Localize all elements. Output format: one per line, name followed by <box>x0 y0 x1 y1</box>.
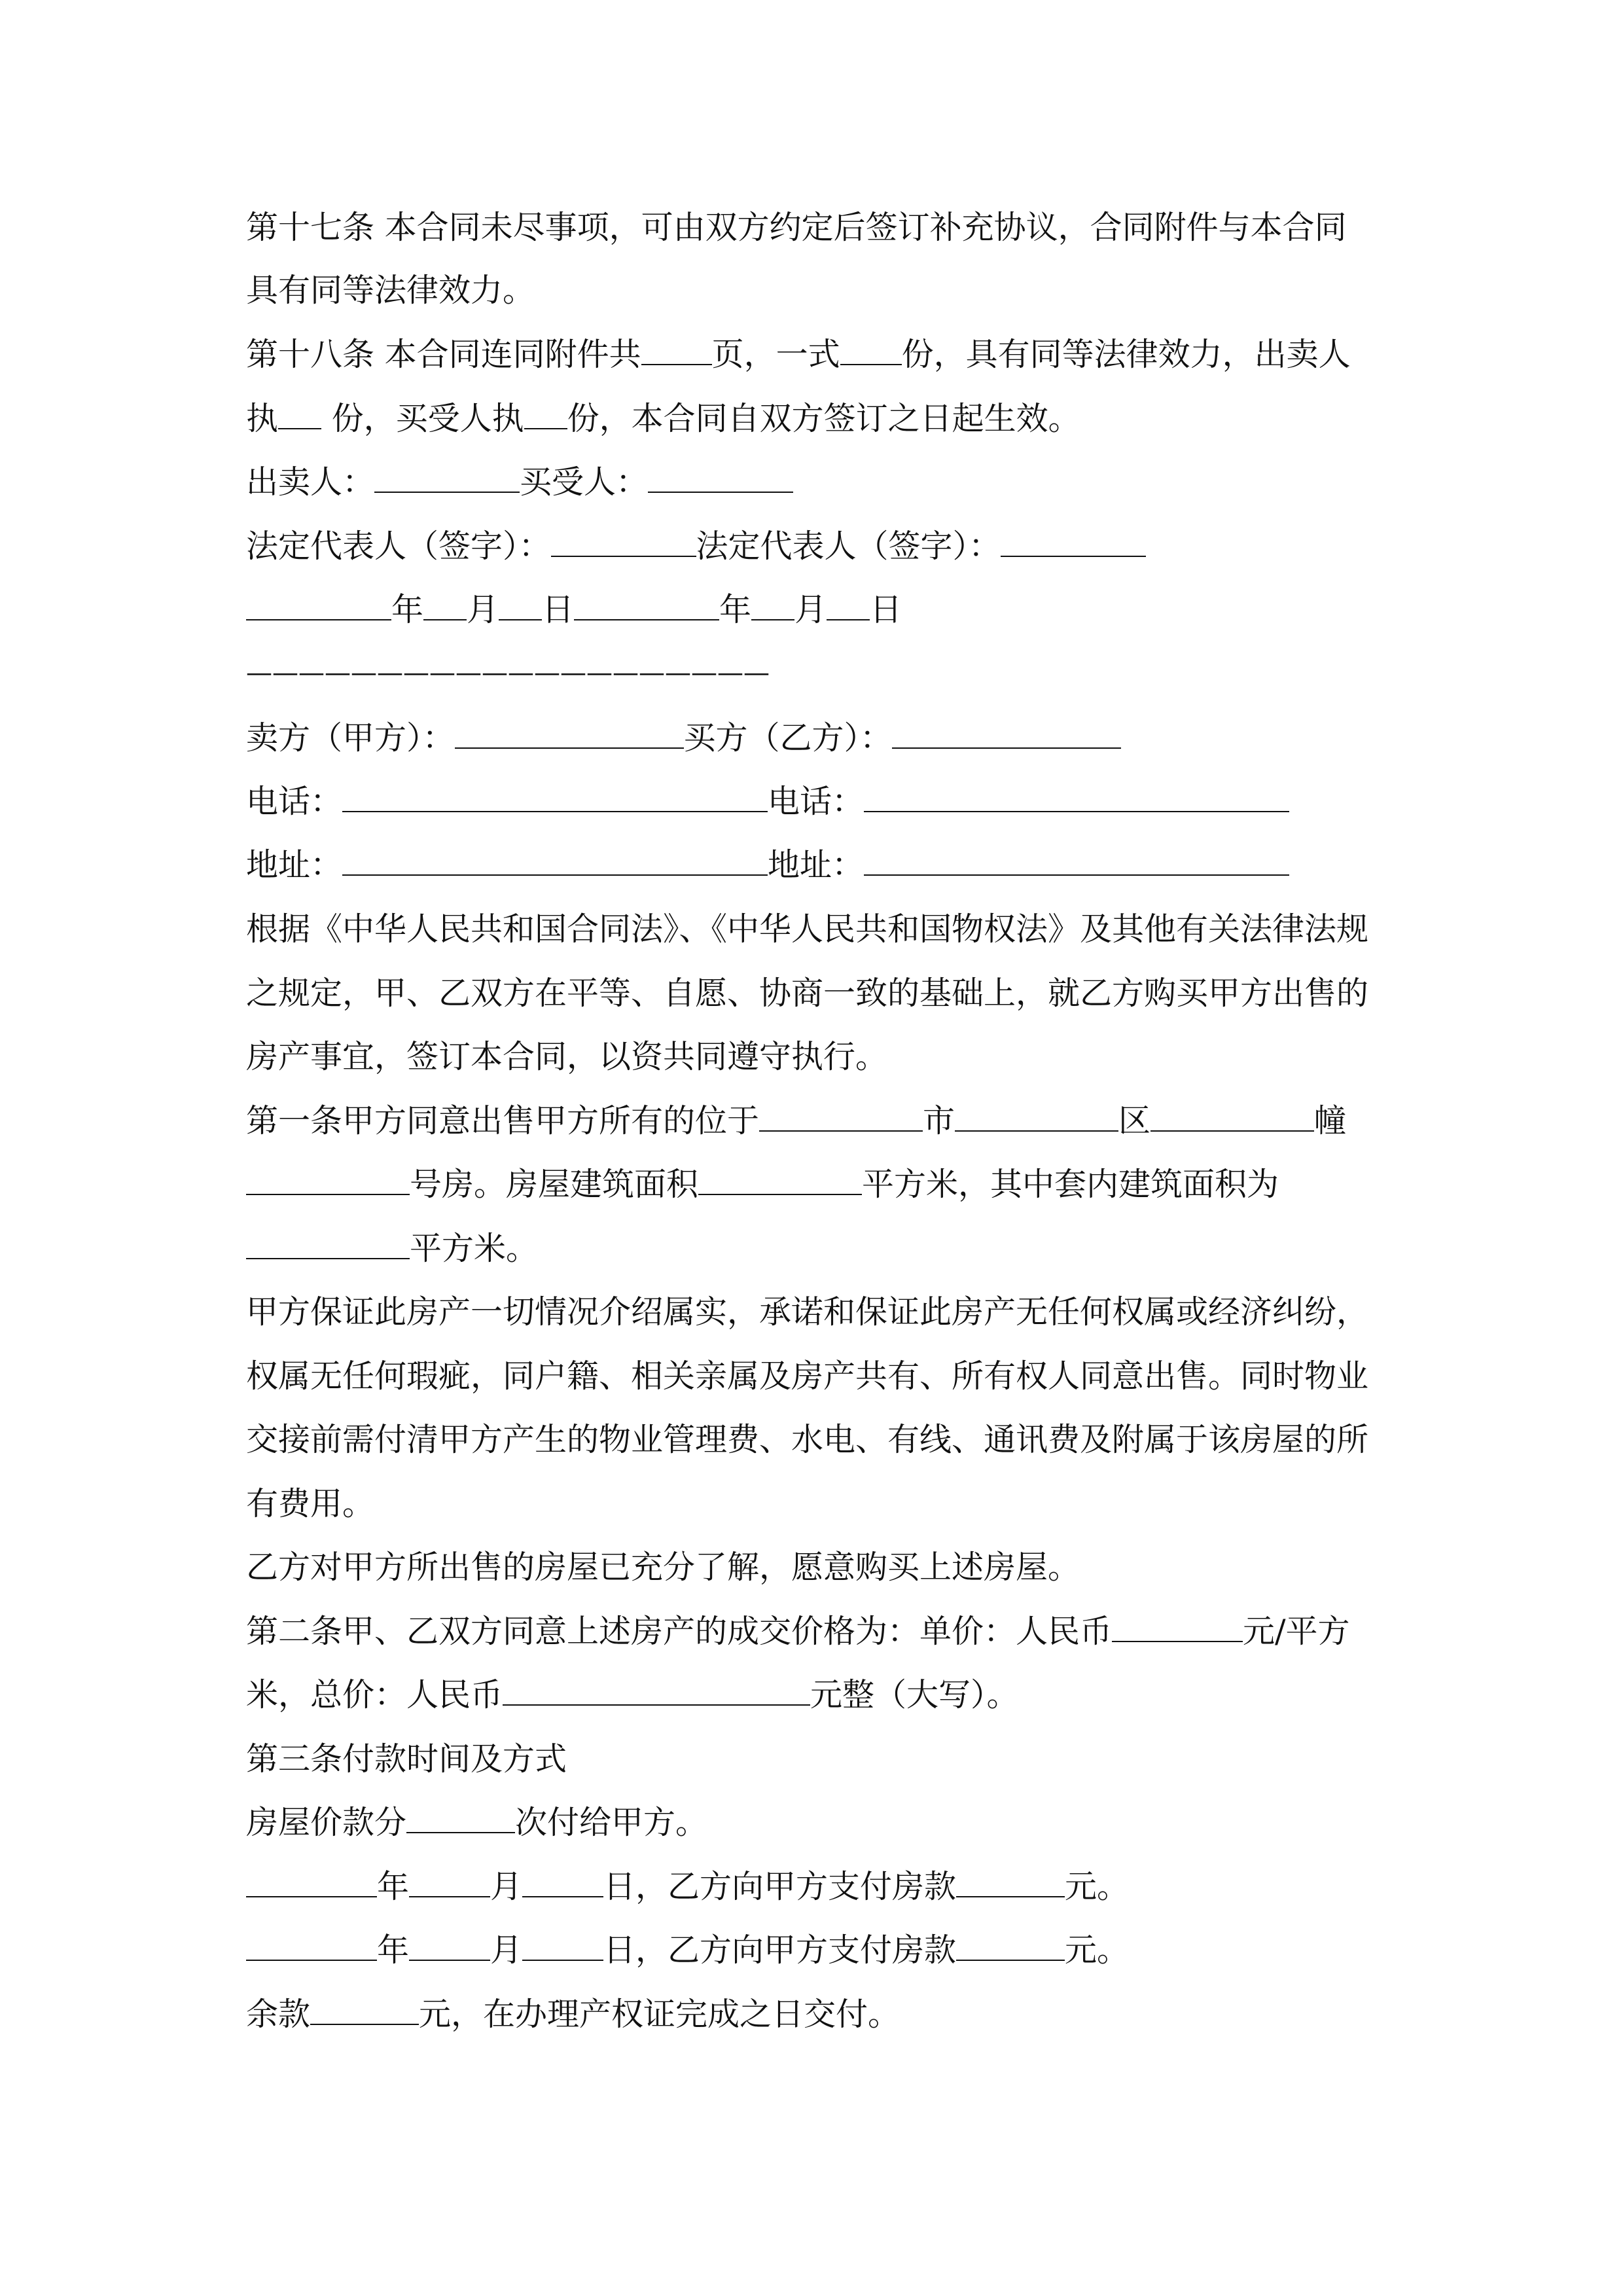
buyer-signature-blank[interactable] <box>648 463 793 493</box>
unit-price-blank[interactable] <box>1112 1612 1243 1642</box>
total-price-blank[interactable] <box>503 1676 810 1706</box>
buyer-rep-blank[interactable] <box>1001 527 1146 557</box>
seller-rep-blank[interactable] <box>551 527 696 557</box>
remaining-amount-blank[interactable] <box>310 1995 419 2025</box>
payment-1-month-blank[interactable] <box>409 1867 490 1897</box>
seller-address-blank[interactable] <box>342 846 768 876</box>
section-divider: ———————————————————— <box>246 658 770 688</box>
payment-1-amount-blank[interactable] <box>956 1867 1065 1897</box>
payment-2-year-blank[interactable] <box>246 1931 377 1961</box>
buyer-year-blank[interactable] <box>574 590 719 620</box>
article-17-line-2: 具有同等法律效力。 <box>246 272 535 309</box>
payment-line-2: 年 月 日，乙方向甲方支付房款 元。 <box>246 1931 1129 1970</box>
buyer-day-blank[interactable] <box>827 590 870 620</box>
article-18-line-1: 第十八条 本合同连同附件共 页，一式 份，具有同等法律效力，出卖人 <box>246 336 1351 373</box>
preamble-line-2: 之规定，甲、乙双方在平等、自愿、协商一致的基础上，就乙方购买甲方出售的 <box>246 975 1369 1012</box>
copies-blank[interactable] <box>840 335 902 365</box>
payment-1-day-blank[interactable] <box>522 1867 603 1897</box>
district-blank[interactable] <box>955 1102 1118 1132</box>
remaining-payment-line: 余款 元，在办理产权证完成之日交付。 <box>246 1996 901 2033</box>
buyer-phone-blank[interactable] <box>864 782 1289 812</box>
article-2-line-1: 第二条甲、乙双方同意上述房产的成交价格为：单价：人民币 元/平方 <box>246 1613 1350 1650</box>
buyer-name-blank[interactable] <box>892 719 1121 749</box>
seller-phone-blank[interactable] <box>342 782 768 812</box>
payment-1-year-blank[interactable] <box>246 1867 377 1897</box>
buyer-address-blank[interactable] <box>864 846 1289 876</box>
article-18-line-2: 执 份，买受人执 份，本合同自双方签订之日起生效。 <box>246 400 1080 437</box>
city-blank[interactable] <box>759 1102 923 1132</box>
seller-year-blank[interactable] <box>246 590 391 620</box>
seller-day-blank[interactable] <box>499 590 542 620</box>
installments-line: 房屋价款分 次付给甲方。 <box>246 1804 708 1841</box>
guarantee-line-3: 交接前需付清甲方产生的物业管理费、水电、有线、通讯费及附属于该房屋的所 <box>246 1421 1369 1458</box>
building-area-blank[interactable] <box>698 1165 862 1195</box>
seller-month-blank[interactable] <box>423 590 467 620</box>
guarantee-line-1: 甲方保证此房产一切情况介绍属实，承诺和保证此房产无任何权属或经济纠纷， <box>246 1293 1369 1331</box>
building-blank[interactable] <box>1150 1102 1314 1132</box>
guarantee-line-4: 有费用。 <box>246 1485 375 1522</box>
buyer-month-blank[interactable] <box>751 590 794 620</box>
article-3-title: 第三条付款时间及方式 <box>246 1740 567 1778</box>
signature-parties-line: 出卖人： 买受人： <box>246 463 793 502</box>
parties-line: 卖方（甲方）： 买方（乙方）： <box>246 719 1121 758</box>
article-1-line-3: 平方米。 <box>246 1229 538 1268</box>
preamble-line-3: 房产事宜，签订本合同，以资共同遵守执行。 <box>246 1038 888 1075</box>
legal-representative-line: 法定代表人（签字）： 法定代表人（签字）： <box>246 527 1146 566</box>
buyer-understanding-line: 乙方对甲方所出售的房屋已充分了解，愿意购买上述房屋。 <box>246 1549 1080 1586</box>
article-1-line-1: 第一条甲方同意出售甲方所有的位于 市 区 幢 <box>246 1102 1347 1139</box>
seller-signature-blank[interactable] <box>374 463 520 493</box>
room-blank[interactable] <box>246 1165 410 1195</box>
preamble-line-1: 根据《中华人民共和国合同法》、《中华人民共和国物权法》及其他有关法律法规 <box>246 910 1369 948</box>
article-2-line-2: 米，总价：人民币 元整（大写）。 <box>246 1676 1019 1713</box>
buyer-copies-blank[interactable] <box>524 399 567 429</box>
article-1-line-2: 号房。房屋建筑面积 平方米，其中套内建筑面积为 <box>246 1165 1279 1204</box>
payment-line-1: 年 月 日，乙方向甲方支付房款 元。 <box>246 1867 1129 1907</box>
phone-line: 电话： 电话： <box>246 782 1289 821</box>
address-line: 地址： 地址： <box>246 846 1289 885</box>
payment-2-month-blank[interactable] <box>409 1931 490 1961</box>
installment-count-blank[interactable] <box>406 1803 515 1833</box>
article-17-line-1: 第十七条 本合同未尽事项，可由双方约定后签订补充协议，合同附件与本合同 <box>246 209 1347 246</box>
inner-area-blank[interactable] <box>246 1229 410 1259</box>
payment-2-amount-blank[interactable] <box>956 1931 1065 1961</box>
pages-blank[interactable] <box>641 335 712 365</box>
payment-2-day-blank[interactable] <box>522 1931 603 1961</box>
guarantee-line-2: 权属无任何瑕疵，同户籍、相关亲属及房产共有、所有权人同意出售。同时物业 <box>246 1357 1369 1395</box>
seller-name-blank[interactable] <box>455 719 684 749</box>
seller-copies-blank[interactable] <box>278 399 321 429</box>
signature-date-line: 年 月 日 年 月 日 <box>246 590 902 630</box>
